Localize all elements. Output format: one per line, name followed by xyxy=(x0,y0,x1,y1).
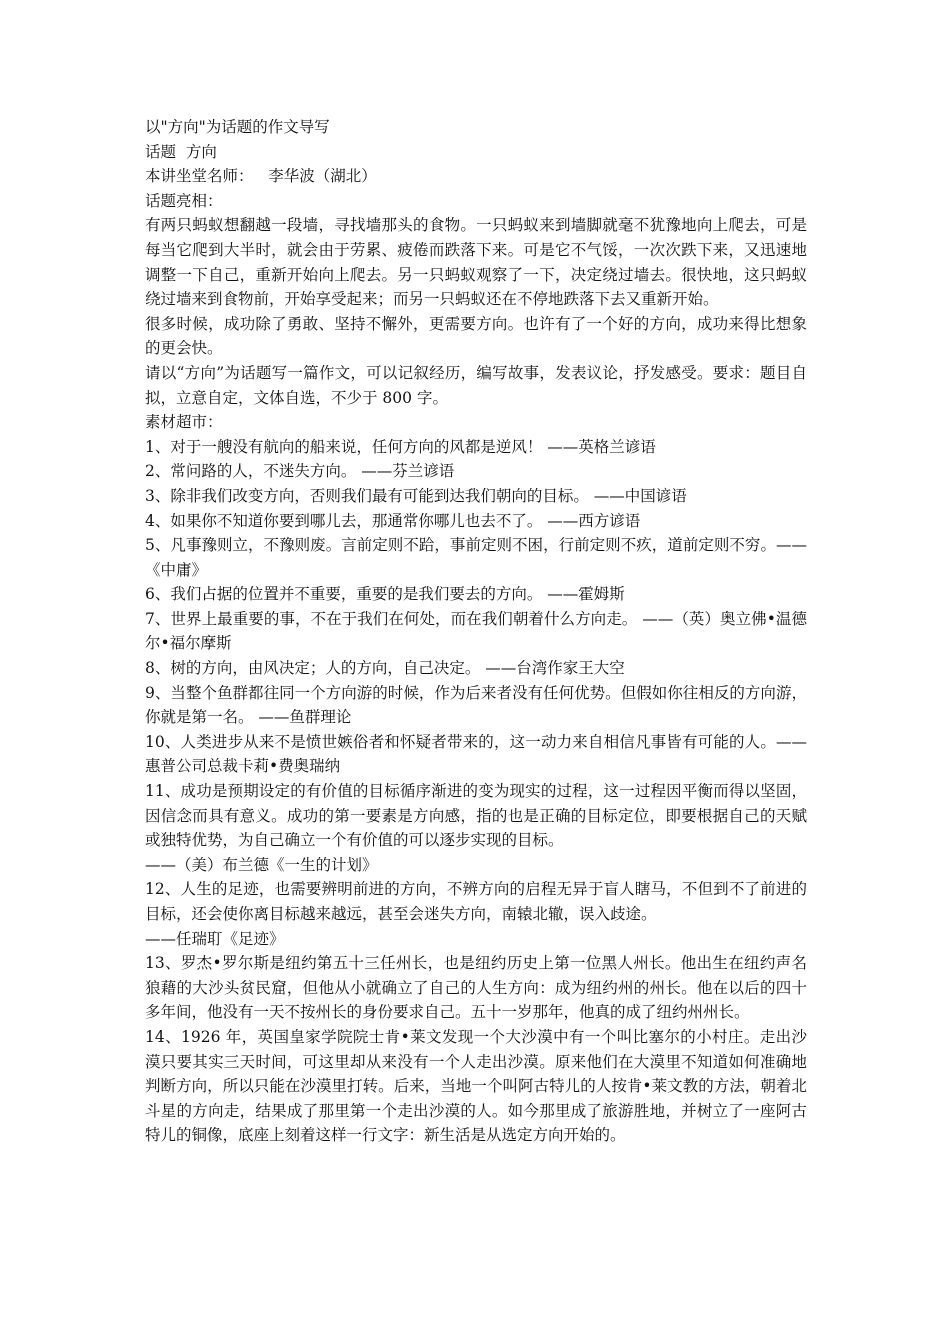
material-item: 11、成功是预期设定的有价值的目标循序渐进的变为现实的过程，这一过程因平衡而得以坚固，因信念而具有意义。成功的第一要素是方向感，指的也是正确的目标定位，即要根据自己的天赋或独特优势，为自己确立一个有价值的可以逐步实现的目标。 xyxy=(145,782,807,850)
material-item: 9、当整个鱼群都往同一个方向游的时候，作为后来者没有任何优势。但假如你往相反的方向游，你就是第一名。 ——鱼群理论 xyxy=(145,683,807,727)
material-item: 8、树的方向，由风决定；人的方向，自己决定。 ——台湾作家王大空 xyxy=(145,659,625,678)
material-item: 5、凡事豫则立，不豫则废。言前定则不跲，事前定则不困，行前定则不疚，道前定则不穷。——《中庸》 xyxy=(145,536,807,579)
material-item: 4、如果你不知道你要到哪儿去，那通常你哪儿也去不了。 ——西方谚语 xyxy=(145,511,641,530)
material-item: 1、对于一艘没有航向的船来说，任何方向的风都是逆风！ ——英格兰谚语 xyxy=(145,437,656,456)
document-title: 以"方向"为话题的作文导写 xyxy=(145,118,330,136)
teacher-line: 本讲坐堂名师： 李华波（湖北） xyxy=(145,167,377,186)
material-item: 14、1926 年，英国皇家学院院士肯•莱文发现一个大沙漠中有一个叫比塞尔的小村庄。走出沙漠只要其实三天时间，可这里却从来没有一个人走出沙漠。原来他们在大漠里不知道如何准确地判断方向，所以只能在沙漠里打转。后来，当地一个叫阿古特儿的人按肯•莱文教的方法，朝着北斗星的方向走，结果成了那里第一个走出沙漠的人。如今那里成了旅游胜地，并树立了一座阿古特儿的铜像，底座上刻着这样一行文字：新生活是从选定方向开始的。 xyxy=(145,1027,807,1145)
paragraph: 很多时候，成功除了勇敢、坚持不懈外，更需要方向。也许有了一个好的方向，成功来得比想象的更会快。 xyxy=(145,314,807,358)
material-item: 13、罗杰•罗尔斯是纽约第五十三任州长，也是纽约历史上第一位黑人州长。他出生在纽约声名狼藉的大沙头贫民窟，但他从小就确立了自己的人生方向：成为纽约州的州长。他在以后的四十多年间，他没有一天不按州长的身份要求自己。五十一岁那年，他真的成了纽约州州长。 xyxy=(145,954,807,1022)
topic-line: 话题 方向 xyxy=(145,142,217,161)
paragraph: 请以“方向”为话题写一篇作文，可以记叙经历，编写故事，发表议论，抒发感受。要求：题目自拟，立意自定，文体自选，不少于 800 字。 xyxy=(145,363,807,407)
material-item: 2、常问路的人，不迷失方向。 ——芬兰谚语 xyxy=(145,462,455,481)
material-item: 6、我们占据的位置并不重要，重要的是我们要去的方向。 ——霍姆斯 xyxy=(145,585,625,604)
document-body xyxy=(145,115,807,1148)
material-item: 10、人类进步从来不是愤世嫉俗者和怀疑者带来的，这一动力来自相信凡事皆有可能的人。——惠普公司总裁卡莉•费奥瑞纳 xyxy=(145,732,807,776)
section-topic-heading: 话题亮相： xyxy=(145,191,223,210)
material-item: 3、除非我们改变方向，否则我们最有可能到达我们朝向的目标。 ——中国谚语 xyxy=(145,486,687,505)
paragraph: 有两只蚂蚁想翻越一段墙，寻找墙那头的食物。一只蚂蚁来到墙脚就毫不犹豫地向上爬去，可是每当它爬到大半时，就会由于劳累、疲倦而跌落下来。可是它不气馁，一次次跌下来，又迅速地调整一下自己，重新开始向上爬去。另一只蚂蚁观察了一下，决定绕过墙去。很快地，这只蚂蚁绕过墙来到食物前，开始享受起来；而另一只蚂蚁还在不停地跌落下去又重新开始。 xyxy=(145,216,807,309)
material-attribution: ——任瑞耵《足迹》 xyxy=(145,929,285,948)
material-item: 12、人生的足迹，也需要辨明前进的方向，不辨方向的启程无异于盲人瞎马，不但到不了前进的目标，还会使你离目标越来越远，甚至会迷失方向，南辕北辙，误入歧途。 xyxy=(145,880,807,923)
material-item: 7、世界上最重要的事，不在于我们在何处，而在我们朝着什么方向走。 ——（英）奥立佛•温德尔•福尔摩斯 xyxy=(145,609,807,653)
material-attribution: ——（美）布兰德《一生的计划》 xyxy=(145,855,378,874)
section-material-heading: 素材超市： xyxy=(145,413,223,432)
